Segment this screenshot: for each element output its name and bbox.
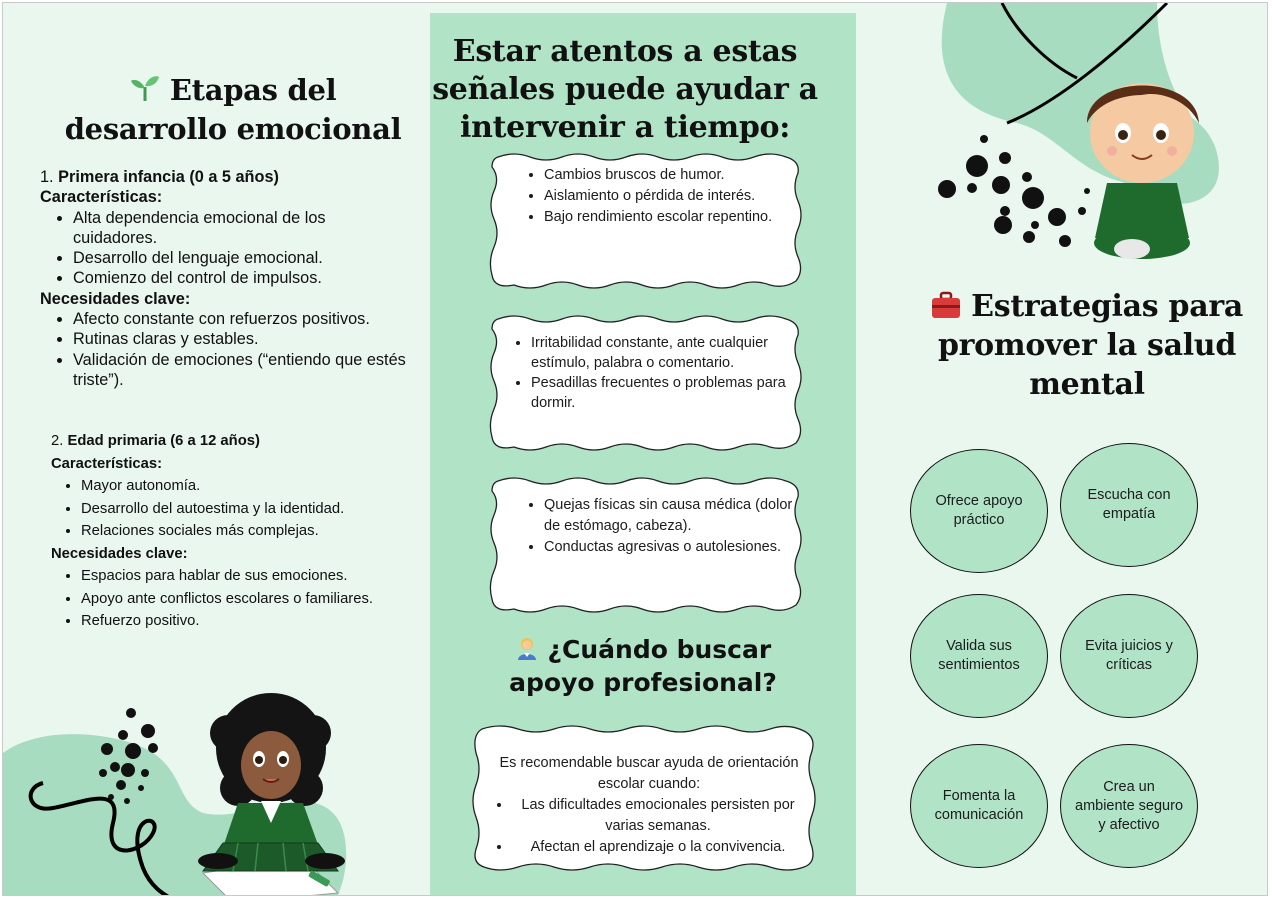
person-icon xyxy=(515,636,539,660)
list-item: • Aislamiento o pérdida de interés. xyxy=(544,186,794,207)
help-intro: Es recomendable buscar ayuda de orientación escolar cuando: xyxy=(499,755,799,792)
middle-panel xyxy=(430,13,856,896)
list-item: • Refuerzo positivo. xyxy=(81,610,421,633)
signals-title-line1: Estar atentos a estas xyxy=(452,34,798,69)
list-item: • Bajo rendimiento escolar repentino. xyxy=(544,207,794,228)
list-item: • Conductas agresivas o autolesiones. xyxy=(544,537,799,558)
list-item: • Afecto constante con refuerzos positivos. xyxy=(73,309,410,329)
signals-title-line3: intervenir a tiempo: xyxy=(460,110,790,145)
list-item: • Rutinas claras y estables. xyxy=(73,329,410,349)
signals-box-3 xyxy=(484,475,806,615)
list-item: • Desarrollo del lenguaje emocional. xyxy=(73,248,410,268)
strategy-avoid-judgment: Evita juicios y críticas xyxy=(1060,594,1198,718)
signals-list-3 xyxy=(544,495,799,558)
strategies-title-line2: promover la salud xyxy=(937,328,1236,363)
professional-help-box xyxy=(468,723,820,873)
help-title-line2: apoyo profesional? xyxy=(509,668,777,697)
signals-list-2 xyxy=(531,333,796,413)
professional-help-title xyxy=(430,633,856,699)
list-item: • Validación de emociones (“entiendo que estés triste”). xyxy=(73,350,410,391)
stage1-needs-label: Necesidades clave: xyxy=(40,289,191,308)
girl-illustration xyxy=(3,693,433,896)
stages-title-line2: desarrollo emocional xyxy=(64,112,402,146)
stage1-characteristics xyxy=(73,208,410,289)
list-item: • Mayor autonomía. xyxy=(81,475,421,498)
left-panel xyxy=(3,3,429,896)
signals-box-2 xyxy=(484,313,806,453)
strategies-title xyxy=(907,287,1267,404)
stage2-heading xyxy=(51,430,421,453)
list-item: • Pesadillas frecuentes o problemas para dormir. xyxy=(531,373,796,413)
signals-title-line2: señales puede ayudar a xyxy=(432,72,818,107)
help-list xyxy=(512,795,804,858)
toolbox-icon xyxy=(931,291,961,319)
stage1-number: 1. xyxy=(40,168,54,186)
stages-title-line1: Etapas del xyxy=(169,73,337,107)
strategy-communication: Fomenta la comunicación xyxy=(910,744,1048,868)
list-item: • Alta dependencia emocional de los cuidadores. xyxy=(73,208,410,249)
strategy-practical-support: Ofrece apoyo práctico xyxy=(910,449,1048,573)
list-item: • Afectan el aprendizaje o la convivencia. xyxy=(512,837,804,858)
stage1-title: Primera infancia (0 a 5 años) xyxy=(58,168,279,186)
help-title-line1: ¿Cuándo buscar xyxy=(547,635,772,664)
strategy-validate-feelings: Valida sus sentimientos xyxy=(910,594,1048,718)
stage1-char-label: Características: xyxy=(40,188,163,207)
strategies-title-line3: mental xyxy=(1029,367,1145,402)
stage2-needs xyxy=(81,565,421,633)
signals-title xyxy=(430,33,820,147)
stage2-number: 2. xyxy=(51,433,64,449)
stage2-title: Edad primaria (6 a 12 años) xyxy=(67,433,260,449)
strategies-title-line1: Estrategias para xyxy=(971,289,1243,324)
list-item: • Espacios para hablar de sus emociones. xyxy=(81,565,421,588)
list-item: • Las dificultades emocionales persisten por varias semanas. xyxy=(512,795,804,837)
stage1-section xyxy=(40,167,410,390)
stage1-heading xyxy=(40,167,410,187)
sprout-icon xyxy=(130,73,170,108)
list-item: • Comienzo del control de impulsos. xyxy=(73,268,410,288)
list-item: • Relaciones sociales más complejas. xyxy=(81,520,421,543)
list-item: • Irritabilidad constante, ante cualquier estímulo, palabra o comentario. xyxy=(531,333,796,373)
brochure-page xyxy=(2,2,1268,896)
boy-illustration xyxy=(927,3,1268,273)
strategy-safe-environment: Crea un ambiente seguro y afectivo xyxy=(1060,744,1198,868)
right-panel xyxy=(857,3,1268,896)
stage2-needs-label: Necesidades clave: xyxy=(51,545,188,562)
list-item: • Quejas físicas sin causa médica (dolor de estómago, cabeza). xyxy=(544,495,799,537)
stage1-needs xyxy=(73,309,410,390)
stage2-char-label: Características: xyxy=(51,455,163,472)
stages-title xyxy=(33,71,433,148)
signals-list-1 xyxy=(544,165,794,228)
stage2-characteristics xyxy=(81,475,421,543)
list-item: • Desarrollo del autoestima y la identidad. xyxy=(81,498,421,521)
stage2-section xyxy=(51,430,421,633)
strategy-empathy: Escucha con empatía xyxy=(1060,443,1198,567)
list-item: • Cambios bruscos de humor. xyxy=(544,165,794,186)
signals-box-1 xyxy=(484,151,806,291)
list-item: • Apoyo ante conflictos escolares o familiares. xyxy=(81,588,421,611)
